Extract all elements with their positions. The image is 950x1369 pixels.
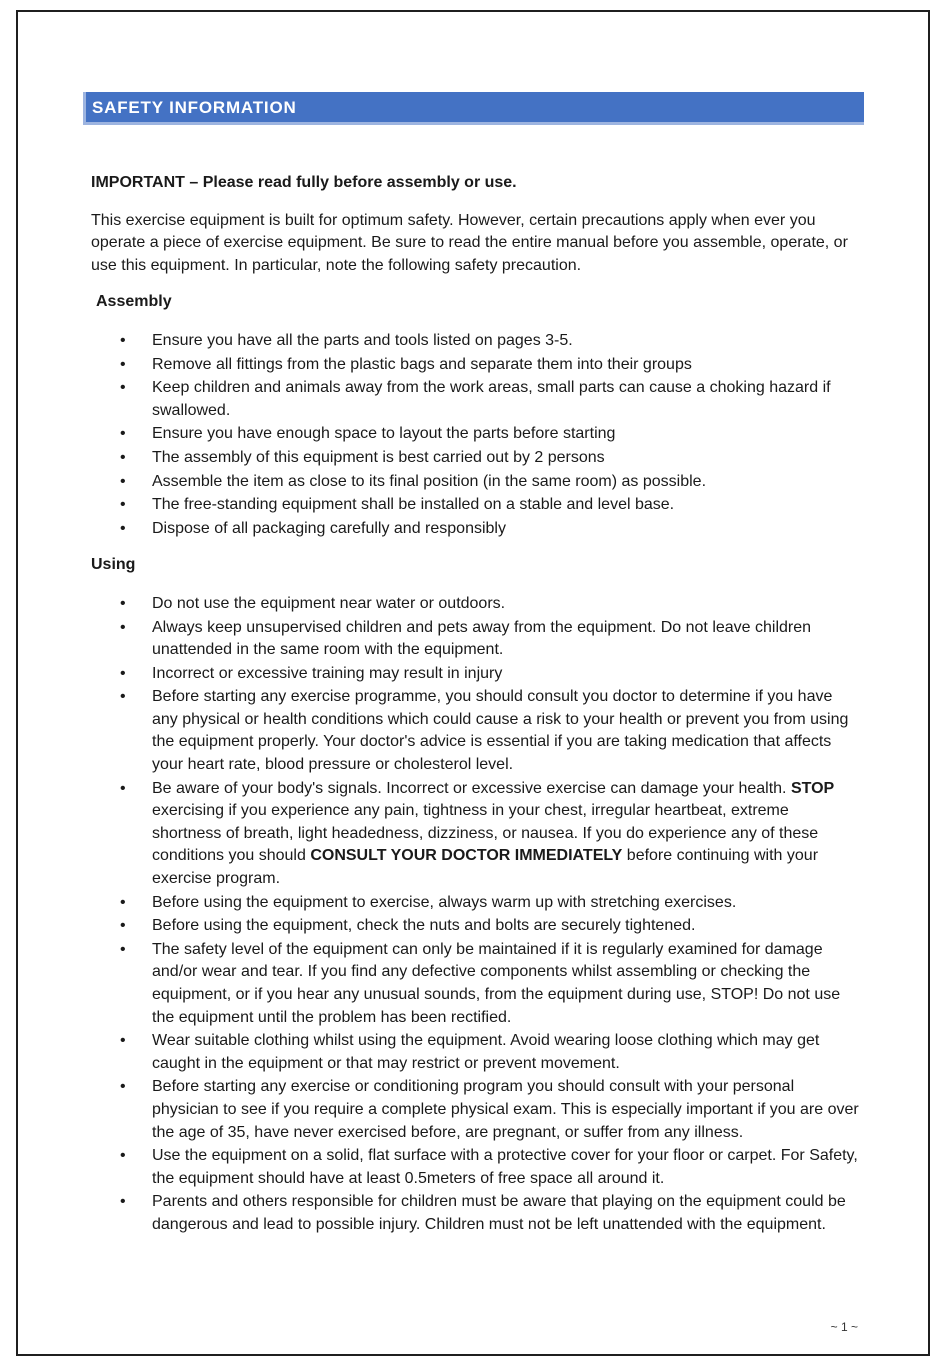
list-item: • Before starting any exercise or conditioning program you should consult with your personal physician to see if you require a complete physical exam. This is especially important if you are over the age of 35, have never exercised before, are pregnant, or suffer from any illness. xyxy=(120,1078,859,1141)
list-item: • Keep children and animals away from the work areas, small parts can cause a choking hazard if swallowed. xyxy=(120,379,831,419)
list-item: • Wear suitable clothing whilst using the equipment. Avoid wearing loose clothing which may get caught in the equipment or that may restrict or prevent movement. xyxy=(120,1032,820,1072)
bullet-icon: • xyxy=(120,917,126,935)
list-item: • Be aware of your body's signals. Incorrect or excessive exercise can damage your health. STOP exercising if you experience any pain, tightness in your chest, irregular heartbeat, extreme shortness of breath, light headedness, dizziness, or nausea. If you do experience any of these conditions you should CONSULT YOUR DOCTOR IMMEDIATELY before continuing with your exercise program. xyxy=(120,779,835,888)
bullet-icon: • xyxy=(120,448,126,466)
bullet-icon: • xyxy=(120,594,126,612)
list-item: • Always keep unsupervised children and pets away from the equipment. Do not leave children unattended in the same room with the equipment. xyxy=(120,618,812,659)
section-title: SAFETY INFORMATION xyxy=(92,98,297,117)
list-item: • Incorrect or excessive training may result in injury xyxy=(91,663,861,686)
list-item: • Before starting any exercise programme, you should consult you doctor to determine if you have any physical or health conditions which could cause a risk to your health or prevent you from using the equipment properly. Your doctor's advice is essential if you are taking medication that affects your heart rate, blood pressure or cholesterol level. xyxy=(120,688,849,774)
assembly-heading: Assembly xyxy=(96,293,172,311)
list-item: • Before using the equipment to exercise, always warm up with stretching exercises. xyxy=(91,892,861,915)
list-item: • The safety level of the equipment can only be maintained if it is regularly examined for damage and/or wear and tear. If you find any defective components whilst assembling or checking the equipment, or if you hear any unusual sounds, from the equipment during use, STOP! Do not use the equipment until the problem has been rectified. xyxy=(120,940,841,1026)
list-item: • Use the equipment on a solid, flat surface with a protective cover for your floor or carpet. For Safety, the equipment should have at least 0.5meters of free space all around it. xyxy=(120,1147,858,1187)
bullet-icon: • xyxy=(120,1032,126,1050)
list-item: • Ensure you have enough space to layout the parts before starting xyxy=(91,423,861,446)
consult-doctor-emphasis: CONSULT YOUR DOCTOR IMMEDIATELY xyxy=(310,847,623,865)
list-item: • Ensure you have all the parts and tools listed on pages 3-5. xyxy=(91,330,861,353)
intro-paragraph: This exercise equipment is built for optimum safety. However, certain precautions apply when ever you operate a piece of exercise equipment. Be sure to read the entire manual before you assemble, operate, or use this equipment. In particular, note the following safety precaution. xyxy=(91,211,848,274)
using-heading: Using xyxy=(91,556,136,574)
list-item: • Parents and others responsible for children must be aware that playing on the equipment could be dangerous and lead to possible injury. Children must not be left unattended with the equipment. xyxy=(120,1193,846,1233)
bullet-icon: • xyxy=(120,940,126,958)
bullet-icon: • xyxy=(120,472,126,490)
bullet-icon: • xyxy=(120,519,126,537)
assembly-list xyxy=(91,330,861,540)
using-list xyxy=(91,593,861,1237)
list-item: • Dispose of all packaging carefully and responsibly xyxy=(91,518,861,541)
bullet-icon: • xyxy=(120,779,126,797)
list-item: • Do not use the equipment near water or outdoors. xyxy=(91,593,861,616)
bullet-icon: • xyxy=(120,331,126,349)
section-header-bar xyxy=(83,92,864,125)
important-notice: IMPORTANT – Please read fully before assembly or use. xyxy=(91,174,517,191)
stop-emphasis: STOP xyxy=(790,779,835,797)
list-item: • The free-standing equipment shall be installed on a stable and level base. xyxy=(91,494,861,517)
bullet-icon: • xyxy=(120,1147,126,1165)
bullet-icon: • xyxy=(120,379,126,397)
bullet-icon: • xyxy=(120,664,126,682)
list-item: • Assemble the item as close to its final position (in the same room) as possible. xyxy=(91,471,861,494)
bullet-icon: • xyxy=(120,688,126,706)
bullet-icon: • xyxy=(120,355,126,373)
page-number: ~ 1 ~ xyxy=(830,1320,858,1334)
bullet-icon: • xyxy=(120,893,126,911)
bullet-icon: • xyxy=(120,425,126,443)
bullet-icon: • xyxy=(120,496,126,514)
list-item: • Remove all fittings from the plastic bags and separate them into their groups xyxy=(91,354,861,377)
document-body xyxy=(91,172,861,1251)
bullet-icon: • xyxy=(120,618,126,636)
bullet-icon: • xyxy=(120,1078,126,1096)
bullet-icon: • xyxy=(120,1193,126,1211)
list-item: • Before using the equipment, check the nuts and bolts are securely tightened. xyxy=(91,915,861,938)
list-item: • The assembly of this equipment is best carried out by 2 persons xyxy=(91,447,861,470)
